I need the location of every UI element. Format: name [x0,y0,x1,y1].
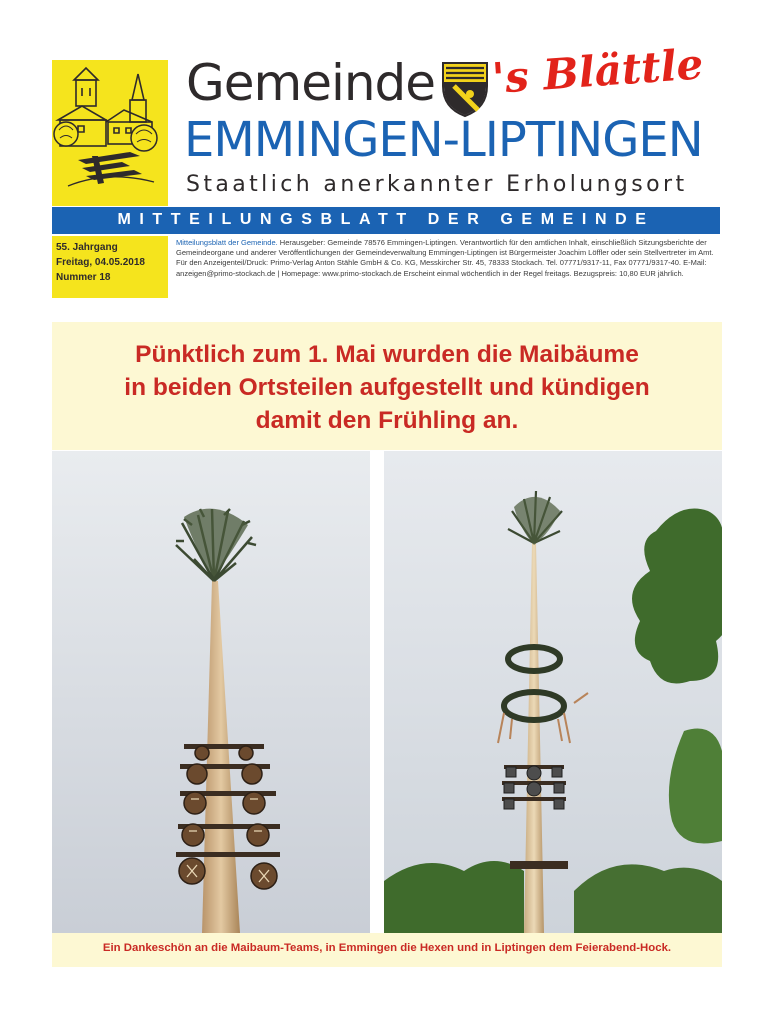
maypole-photo-emmingen [52,451,370,933]
issue-number: Nummer 18 [56,272,111,283]
imprint [176,238,722,279]
section-banner [52,207,720,234]
headline-box [52,322,722,450]
maypole-photo-liptingen [384,451,722,933]
imprint-text: Herausgeber: Gemeinde 78576 Emmingen-Liptingen. Verantwortlich für den amtlichen Inhalt, einschließlich Sitzungsberichte der Gemeindeorgane und anderer Veröffentlichungen der Gemeindeverwaltung Emmingen-Liptingen ist Bürgermeister Joachim Löffler oder sein Stellvertreter im Amt. Für den Anzeigenteil/Druck: Primo-Verlag Anton Stähle GmbH & Co. KG, Messkircher Str. 45, 78333 Stockach. Tel. 07771/9317-11, Fax 07771/9317-40. E-Mail: anzeigen@primo-stockach.de | Homepage: www.primo-stockach.de Erscheint einmal wöchentlich in der Regel freitags. Bezugspreis: 10,80 EUR jährlich. [176,238,714,278]
caption-box [52,933,722,967]
town-name: EMMINGEN-LIPTINGEN [184,112,703,168]
tagline: Staatlich anerkannter Erholungsort [186,172,688,197]
banner-text: MITTEILUNGSBLATT DER GEMEINDE [117,211,655,228]
issue-info [52,236,168,298]
headline-line: in beiden Ortsteilen aufgestellt und kündigen [124,374,650,401]
article-headline [52,338,722,437]
issue-date: Freitag, 04.05.2018 [56,257,145,268]
headline-line: damit den Frühling an. [255,407,519,434]
issue-volume: 55. Jahrgang [56,242,118,253]
headline-line: Pünktlich zum 1. Mai wurden die Maibäume [135,341,639,368]
masthead-title: Gemeinde [186,54,436,112]
photo-caption: Ein Dankeschön an die Maibaum-Teams, in Emmingen die Hexen und in Liptingen dem Feierabend-Hock. [102,942,672,954]
town-logo-icon [52,60,168,206]
imprint-lead: Mitteilungsblatt der Gemeinde. [176,238,278,247]
coat-of-arms-icon [440,60,490,118]
masthead-script-title: 's Blättle [490,39,705,103]
